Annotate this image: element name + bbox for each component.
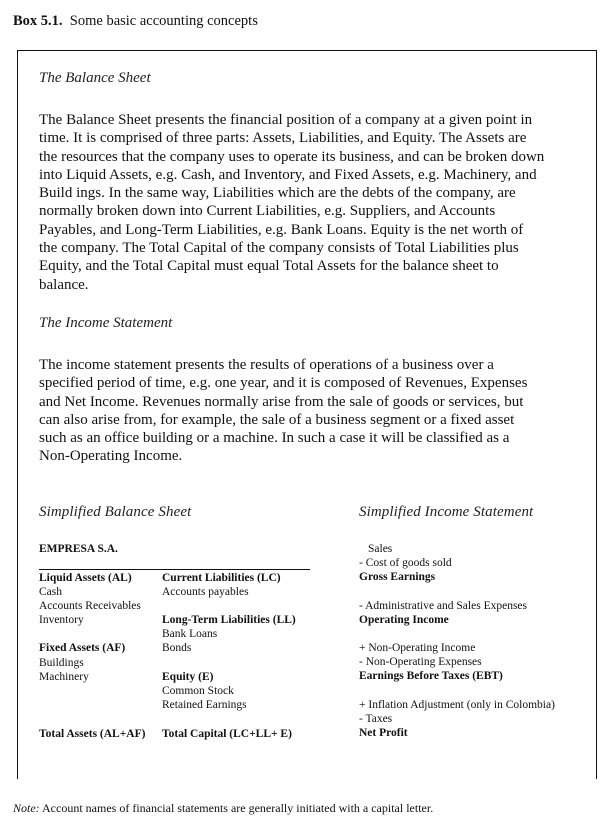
bs-left-item: Buildings [39,657,84,669]
paragraph-line: can also arise from, for example, the sale of a business segment or a fixed asset [39,411,515,428]
bs-left-item: Machinery [39,671,89,683]
paragraph-line: the resources that the company uses to operate its business, and can be broken down [39,148,545,165]
paragraph-line: into Liquid Assets, e.g. Cash, and Inventory, and Fixed Assets, e.g. Machinery, and [39,166,537,183]
paragraph-line: normally broken down into Current Liabilities, e.g. Suppliers, and Accounts [39,203,496,220]
total-capital: Total Capital (LC+LL+ E) [162,728,292,740]
note-text: Account names of financial statements are generally initiated with a capital letter. [42,801,434,815]
is-item: - Non-Operating Expenses [359,656,482,668]
total-assets: Total Assets (AL+AF) [39,728,146,740]
paragraph-line: The income statement presents the results of operations of a business over a [39,357,494,373]
paragraph-line: and Net Income. Revenues normally arise from the sale of goods or services, but [39,393,524,410]
box-title-text: Some basic accounting concepts [69,13,258,29]
footnote [13,801,433,816]
bs-left-item: Accounts Receivables [39,600,141,612]
bs-left-item: Liquid Assets (AL) [39,572,132,584]
bs-left-item: Fixed Assets (AF) [39,642,126,654]
is-item: Sales [368,543,393,555]
is-item: - Administrative and Sales Expenses [359,600,527,612]
balance-sheet-rule [39,569,310,570]
paragraph-line: balance. [39,276,89,293]
is-item: Gross Earnings [359,571,436,583]
paragraph-line: Payables, and Long-Term Liabilities, e.g. Bank Loans. Equity is the net worth of [39,221,524,238]
bs-right-item: Equity (E) [162,671,214,683]
bs-right-item: Current Liabilities (LC) [162,572,281,584]
simplified-balance-sheet-heading: Simplified Balance Sheet [39,504,192,520]
income-statement-heading: The Income Statement [39,315,173,331]
company-name: EMPRESA S.A. [39,543,118,555]
box-label: Box 5.1. [13,13,63,29]
paragraph-line: time. It is comprised of three parts: Assets, Liabilities, and Equity. The Assets are [39,130,527,147]
balance-sheet-paragraph [39,111,599,294]
balance-sheet-heading: The Balance Sheet [39,70,151,86]
is-item: Net Profit [359,727,408,739]
bs-right-item: Retained Earnings [162,699,247,711]
is-item: Earnings Before Taxes (EBT) [359,670,503,682]
paragraph-line: the company. The Total Capital of the company consists of Total Liabilities plus [39,240,519,257]
paragraph-line: specified period of time, e.g. one year, and it is composed of Revenues, Expenses [39,375,528,392]
bs-left-item: Inventory [39,614,84,626]
is-item: + Inflation Adjustment (only in Colombia) [359,699,555,711]
income-statement-paragraph [39,356,599,466]
note-label: Note: [13,801,40,815]
is-item: + Non-Operating Income [359,642,476,654]
is-item: Operating Income [359,614,449,626]
box-title [13,13,258,30]
bs-right-item: Bonds [162,642,192,654]
is-item: - Taxes [359,713,393,725]
bs-right-item: Accounts payables [162,586,249,598]
paragraph-line: The Balance Sheet presents the financial position of a company at a given point in [39,112,533,128]
paragraph-line: Equity, and the Total Capital must equal Total Assets for the balance sheet to [39,258,499,275]
bs-left-item: Cash [39,586,62,598]
bs-right-item: Long-Term Liabilities (LL) [162,614,296,626]
bs-right-item: Common Stock [162,685,234,697]
simplified-income-statement-heading: Simplified Income Statement [359,504,534,520]
paragraph-line: Non-Operating Income. [39,448,183,465]
paragraph-line: Build ings. In the same way, Liabilities which are the debts of the company, are [39,185,516,202]
paragraph-line: such as an office building or a machine. In such a case it will be classified as a [39,430,510,447]
is-item: - Cost of goods sold [359,557,452,569]
bs-right-item: Bank Loans [162,628,218,640]
